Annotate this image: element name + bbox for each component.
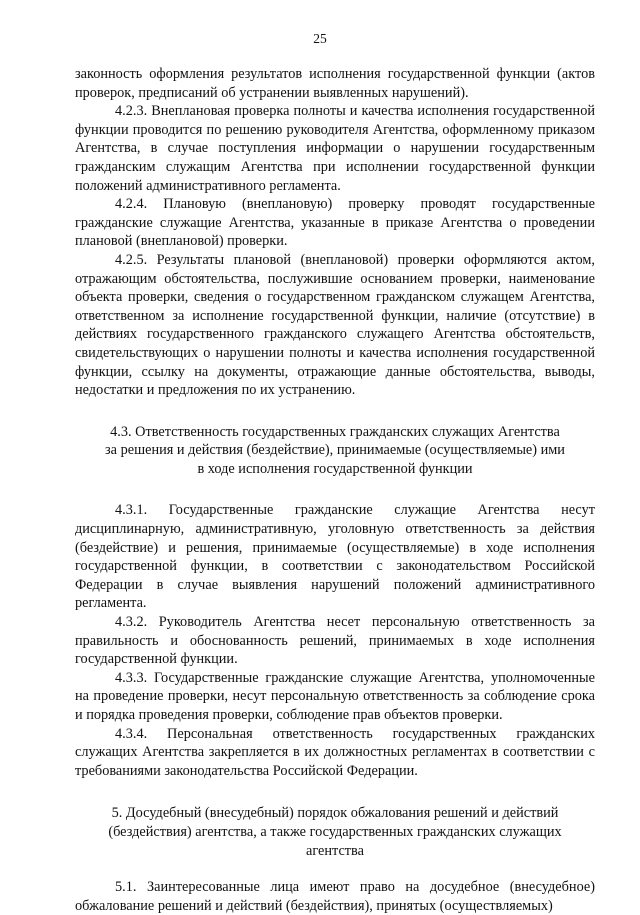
paragraph-4-2-3: 4.2.3. Внеплановая проверка полноты и качества исполнения государственной функции проводится по решению руководителя Агентства, оформленному приказом Агентства, в случае поступления информации о нарушении государственным гражданским служащим Агентства при исполнении государственной функции положений административного регламента. bbox=[75, 103, 595, 194]
document-body bbox=[75, 65, 595, 915]
section-heading-5: 5. Досудебный (внесудебный) порядок обжалования решений и действий (бездействия) агентства, а также государственных гражданских служащих агентства bbox=[108, 805, 562, 859]
paragraph-continuation: законность оформления результатов исполнения государственной функции (актов проверок, предписаний об устранении выявленных нарушений). bbox=[75, 66, 595, 101]
paragraph-4-3-1: 4.3.1. Государственные гражданские служащие Агентства несут дисциплинарную, административную, уголовную ответственность за действия (бездействие) и решения, принимаемые (осуществляемые) в ходе исполнения государственной функции, в соответствии с законодательством Российской Федерации в случае выявления нарушений положений административного регламента. bbox=[75, 502, 595, 612]
paragraph-4-3-3: 4.3.3. Государственные гражданские служащие Агентства, уполномоченные на проведение проверки, несут персональную ответственность за соблюдение срока и порядка проведения проверки, соблюдение прав объектов проверки. bbox=[75, 669, 595, 723]
paragraph-4-3-4: 4.3.4. Персональная ответственность государственных гражданских служащих Агентства закрепляется в их должностных регламентах в соответствии с требованиями законодательства Российской Федерации. bbox=[75, 725, 595, 779]
paragraph-4-2-5: 4.2.5. Результаты плановой (внеплановой) проверки оформляются актом, отражающим обстоятельства, послужившие основанием проверки, наименование объекта проверки, сведения о государственном гражданском служащем Агентства, ответственном за исполнение государственной функции, наличие (отсутствие) в действиях государственного гражданского служащего Агентства обстоятельств, свидетельствующих о нарушении полноты и качества исполнения государственной функции, ссылку на документы, отражающие данные обстоятельства, выводы, недостатки и предложения по их устранению. bbox=[75, 251, 595, 399]
paragraph-5-1: 5.1. Заинтересованные лица имеют право на досудебное (внесудебное) обжалование решений и действий (бездействия), принятых (осуществляемых) bbox=[75, 879, 595, 914]
page-number: 25 bbox=[313, 31, 327, 46]
paragraph-4-3-2: 4.3.2. Руководитель Агентства несет персональную ответственность за правильность и обоснованность решений, принимаемых в ходе исполнения государственной функции. bbox=[75, 614, 595, 668]
section-heading-4-3: 4.3. Ответственность государственных гражданских служащих Агентства за решения и действия (бездействие), принимаемые (осуществляемые) ими в ходе исполнения государственной функции bbox=[105, 423, 565, 477]
paragraph-4-2-4: 4.2.4. Плановую (внеплановую) проверку проводят государственные гражданские служащие Агентства, указанные в приказе Агентства о проведении плановой (внеплановой) проверки. bbox=[75, 196, 595, 250]
